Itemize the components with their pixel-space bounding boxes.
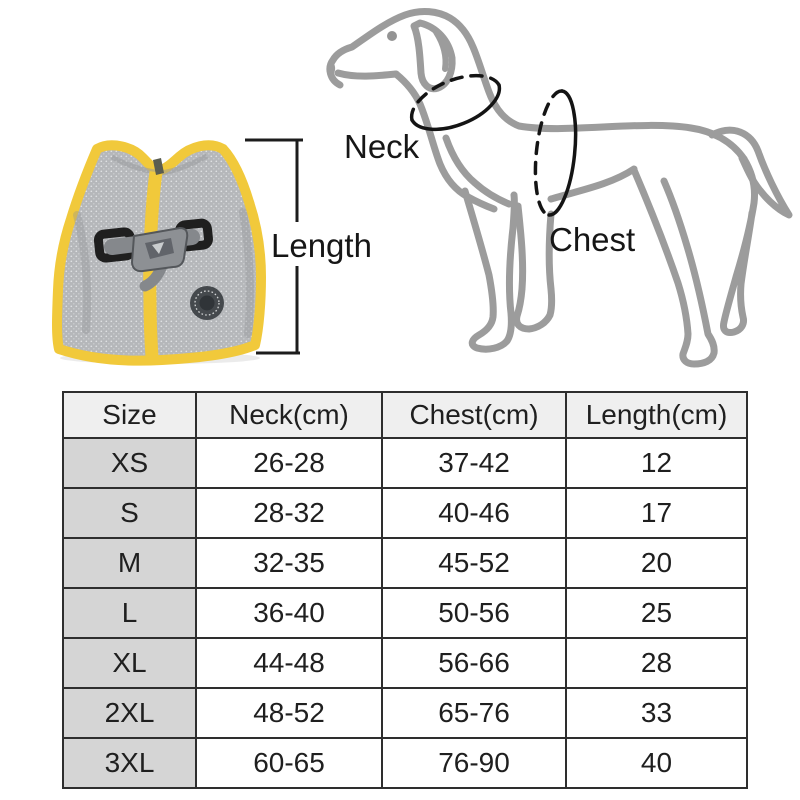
col-header-length: Length(cm)	[566, 392, 747, 438]
chest-cell: 40-46	[382, 488, 566, 538]
size-cell: XL	[63, 638, 196, 688]
dog-inner-neck-line	[446, 138, 509, 204]
neck-cell: 28-32	[196, 488, 382, 538]
table-header-row	[63, 392, 747, 438]
col-header-neck: Neck(cm)	[196, 392, 382, 438]
size-cell: 3XL	[63, 738, 196, 788]
neck-cell: 36-40	[196, 588, 382, 638]
table-row-xl	[63, 638, 747, 688]
dog-front-leg-near	[465, 191, 514, 349]
table-row-3xl	[63, 738, 747, 788]
size-table	[62, 391, 748, 789]
table-row-l	[63, 588, 747, 638]
table-row-xs	[63, 438, 747, 488]
length-cell: 40	[566, 738, 747, 788]
size-cell: S	[63, 488, 196, 538]
size-cell: L	[63, 588, 196, 638]
chest-cell: 37-42	[382, 438, 566, 488]
dog-mouth-line	[338, 73, 396, 76]
vest-logo-badge	[190, 286, 224, 320]
neck-cell: 32-35	[196, 538, 382, 588]
length-cell: 20	[566, 538, 747, 588]
length-cell: 12	[566, 438, 747, 488]
neck-cell: 48-52	[196, 688, 382, 738]
col-header-size: Size	[63, 392, 196, 438]
length-cell: 28	[566, 638, 747, 688]
size-cell: M	[63, 538, 196, 588]
size-cell: XS	[63, 438, 196, 488]
dog-hind-leg-far-and-rump	[723, 159, 754, 333]
size-cell: 2XL	[63, 688, 196, 738]
col-header-chest: Chest(cm)	[382, 392, 566, 438]
neck-cell: 44-48	[196, 638, 382, 688]
length-cell: 17	[566, 488, 747, 538]
table-row-2xl	[63, 688, 747, 738]
neck-cell: 60-65	[196, 738, 382, 788]
dog-belly-line	[551, 169, 634, 199]
length-label: Length	[271, 227, 372, 264]
dog-outline	[330, 11, 789, 364]
neck-cell: 26-28	[196, 438, 382, 488]
chest-cell: 76-90	[382, 738, 566, 788]
dog-eye	[387, 31, 397, 41]
dog-front-leg-far	[517, 206, 552, 329]
dog-hind-leg-near	[634, 170, 714, 364]
chest-label: Chest	[549, 221, 636, 258]
length-cell: 33	[566, 688, 747, 738]
chest-cell: 45-52	[382, 538, 566, 588]
chest-cell: 50-56	[382, 588, 566, 638]
neck-label: Neck	[344, 128, 420, 165]
table-row-m	[63, 538, 747, 588]
chest-cell: 65-76	[382, 688, 566, 738]
length-cell: 25	[566, 588, 747, 638]
table-row-s	[63, 488, 747, 538]
chest-cell: 56-66	[382, 638, 566, 688]
harness-vest-photo	[57, 145, 261, 364]
